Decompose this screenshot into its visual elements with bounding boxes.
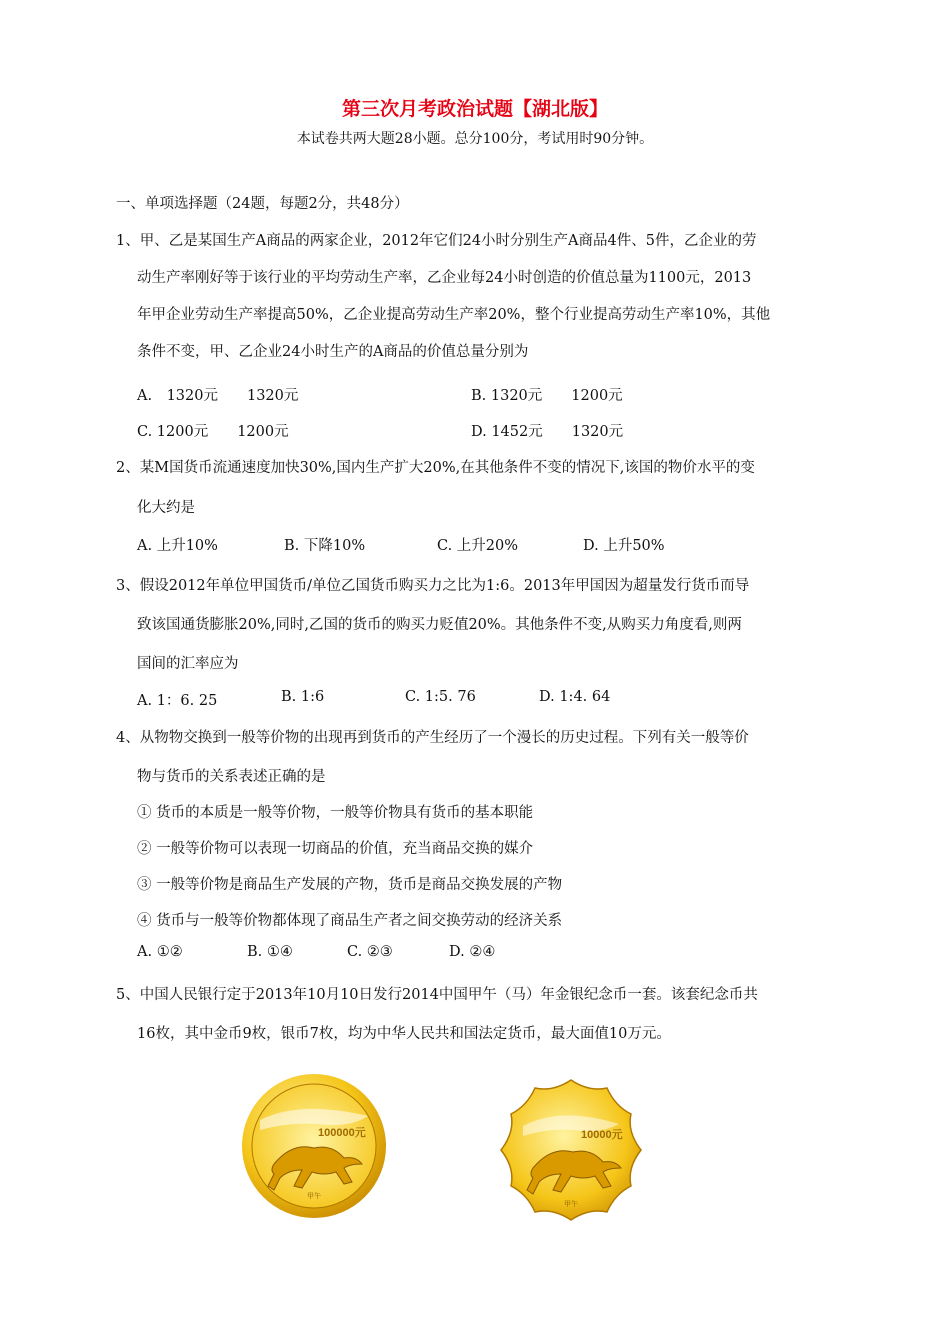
q2-option-b: B. 下降10% bbox=[284, 538, 366, 554]
page-title: 第三次月考政治试题【湖北版】 bbox=[341, 98, 608, 120]
q3-line-1: 3、假设2012年单位甲国货币/单位乙国货币购买力之比为1:6。2013年甲国因为超量发行货币而导 bbox=[116, 578, 750, 594]
flower-coin-rim bbox=[501, 1080, 641, 1220]
q4-option-d: D. ②④ bbox=[449, 944, 496, 960]
q4-option-b: B. ①④ bbox=[247, 944, 293, 960]
q2-line-2: 化大约是 bbox=[137, 500, 195, 516]
q1-option-d: D. 1452元 1320元 bbox=[471, 424, 624, 440]
coin-field bbox=[252, 1084, 376, 1208]
flower-coin-year: 甲午 bbox=[564, 1200, 578, 1208]
q4-line-1: 4、从物物交换到一般等价物的出现再到货币的产生经历了一个漫长的历史过程。下列有关一般等价 bbox=[116, 730, 749, 746]
flower-coin-value: 10000元 bbox=[581, 1129, 623, 1141]
q4-line-2: 物与货币的关系表述正确的是 bbox=[137, 769, 326, 785]
q5-line-1: 5、中国人民银行定于2013年10月10日发行2014中国甲午（马）年金银纪念币一套。该套纪念币共 bbox=[116, 987, 758, 1003]
q1-option-c: C. 1200元 1200元 bbox=[137, 424, 289, 440]
q4-statement-2: ② 一般等价物可以表现一切商品的价值，充当商品交换的媒介 bbox=[137, 841, 534, 857]
q1-line-2: 动生产率刚好等于该行业的平均劳动生产率，乙企业每24小时创造的价值总量为1100元，2013 bbox=[137, 270, 752, 286]
q2-option-c: C. 上升20% bbox=[437, 538, 519, 554]
q1-line-1: 1、甲、乙是某国生产A商品的两家企业，2012年它们24小时分别生产A商品4件、5件，乙企业的劳 bbox=[116, 233, 757, 249]
round-coin-value: 100000元 bbox=[318, 1127, 366, 1139]
exam-instructions: 本试卷共两大题28小题。总分100分，考试用时90分钟。 bbox=[296, 131, 654, 147]
q4-statement-1: ① 货币的本质是一般等价物，一般等价物具有货币的基本职能 bbox=[137, 805, 534, 821]
q3-option-a: A. 1：6. 25 bbox=[137, 693, 218, 709]
q3-line-3: 国间的汇率应为 bbox=[137, 656, 239, 672]
q1-line-3: 年甲企业劳动生产率提高50%，乙企业提高劳动生产率20%，整个行业提高劳动生产率10%，其他 bbox=[137, 307, 771, 323]
q2-option-d: D. 上升50% bbox=[583, 538, 665, 554]
q1-line-4: 条件不变，甲、乙企业24小时生产的A商品的价值总量分别为 bbox=[137, 344, 529, 360]
q2-option-a: A. 上升10% bbox=[137, 538, 218, 554]
q4-statement-3: ③ 一般等价物是商品生产发展的产物，货币是商品交换发展的产物 bbox=[137, 877, 563, 893]
section-heading: 一、单项选择题（24题，每题2分，共48分） bbox=[116, 196, 409, 212]
q4-statement-4: ④ 货币与一般等价物都体现了商品生产者之间交换劳动的经济关系 bbox=[137, 913, 563, 929]
flower-gold-coin-image bbox=[497, 1076, 645, 1224]
q3-line-2: 致该国通货膨胀20%,同时,乙国的货币的购买力贬值20%。其他条件不变,从购买力角度看,则两 bbox=[137, 617, 742, 633]
q3-option-d: D. 1:4. 64 bbox=[539, 689, 611, 705]
q3-option-c: C. 1:5. 76 bbox=[405, 689, 476, 705]
q4-option-c: C. ②③ bbox=[347, 944, 393, 960]
q5-line-2: 16枚，其中金币9枚，银币7枚，均为中华人民共和国法定货币，最大面值10万元。 bbox=[137, 1026, 671, 1042]
q1-option-a: A. 1320元 1320元 bbox=[137, 388, 299, 404]
round-gold-coin-image bbox=[240, 1072, 388, 1220]
q4-option-a: A. ①② bbox=[137, 944, 183, 960]
q3-option-b: B. 1:6 bbox=[281, 689, 325, 705]
q1-option-b: B. 1320元 1200元 bbox=[471, 388, 623, 404]
q2-line-1: 2、某M国货币流通速度加快30%,国内生产扩大20%,在其他条件不变的情况下,该国的物价水平的变 bbox=[116, 460, 755, 476]
round-coin-year: 甲午 bbox=[307, 1192, 321, 1200]
